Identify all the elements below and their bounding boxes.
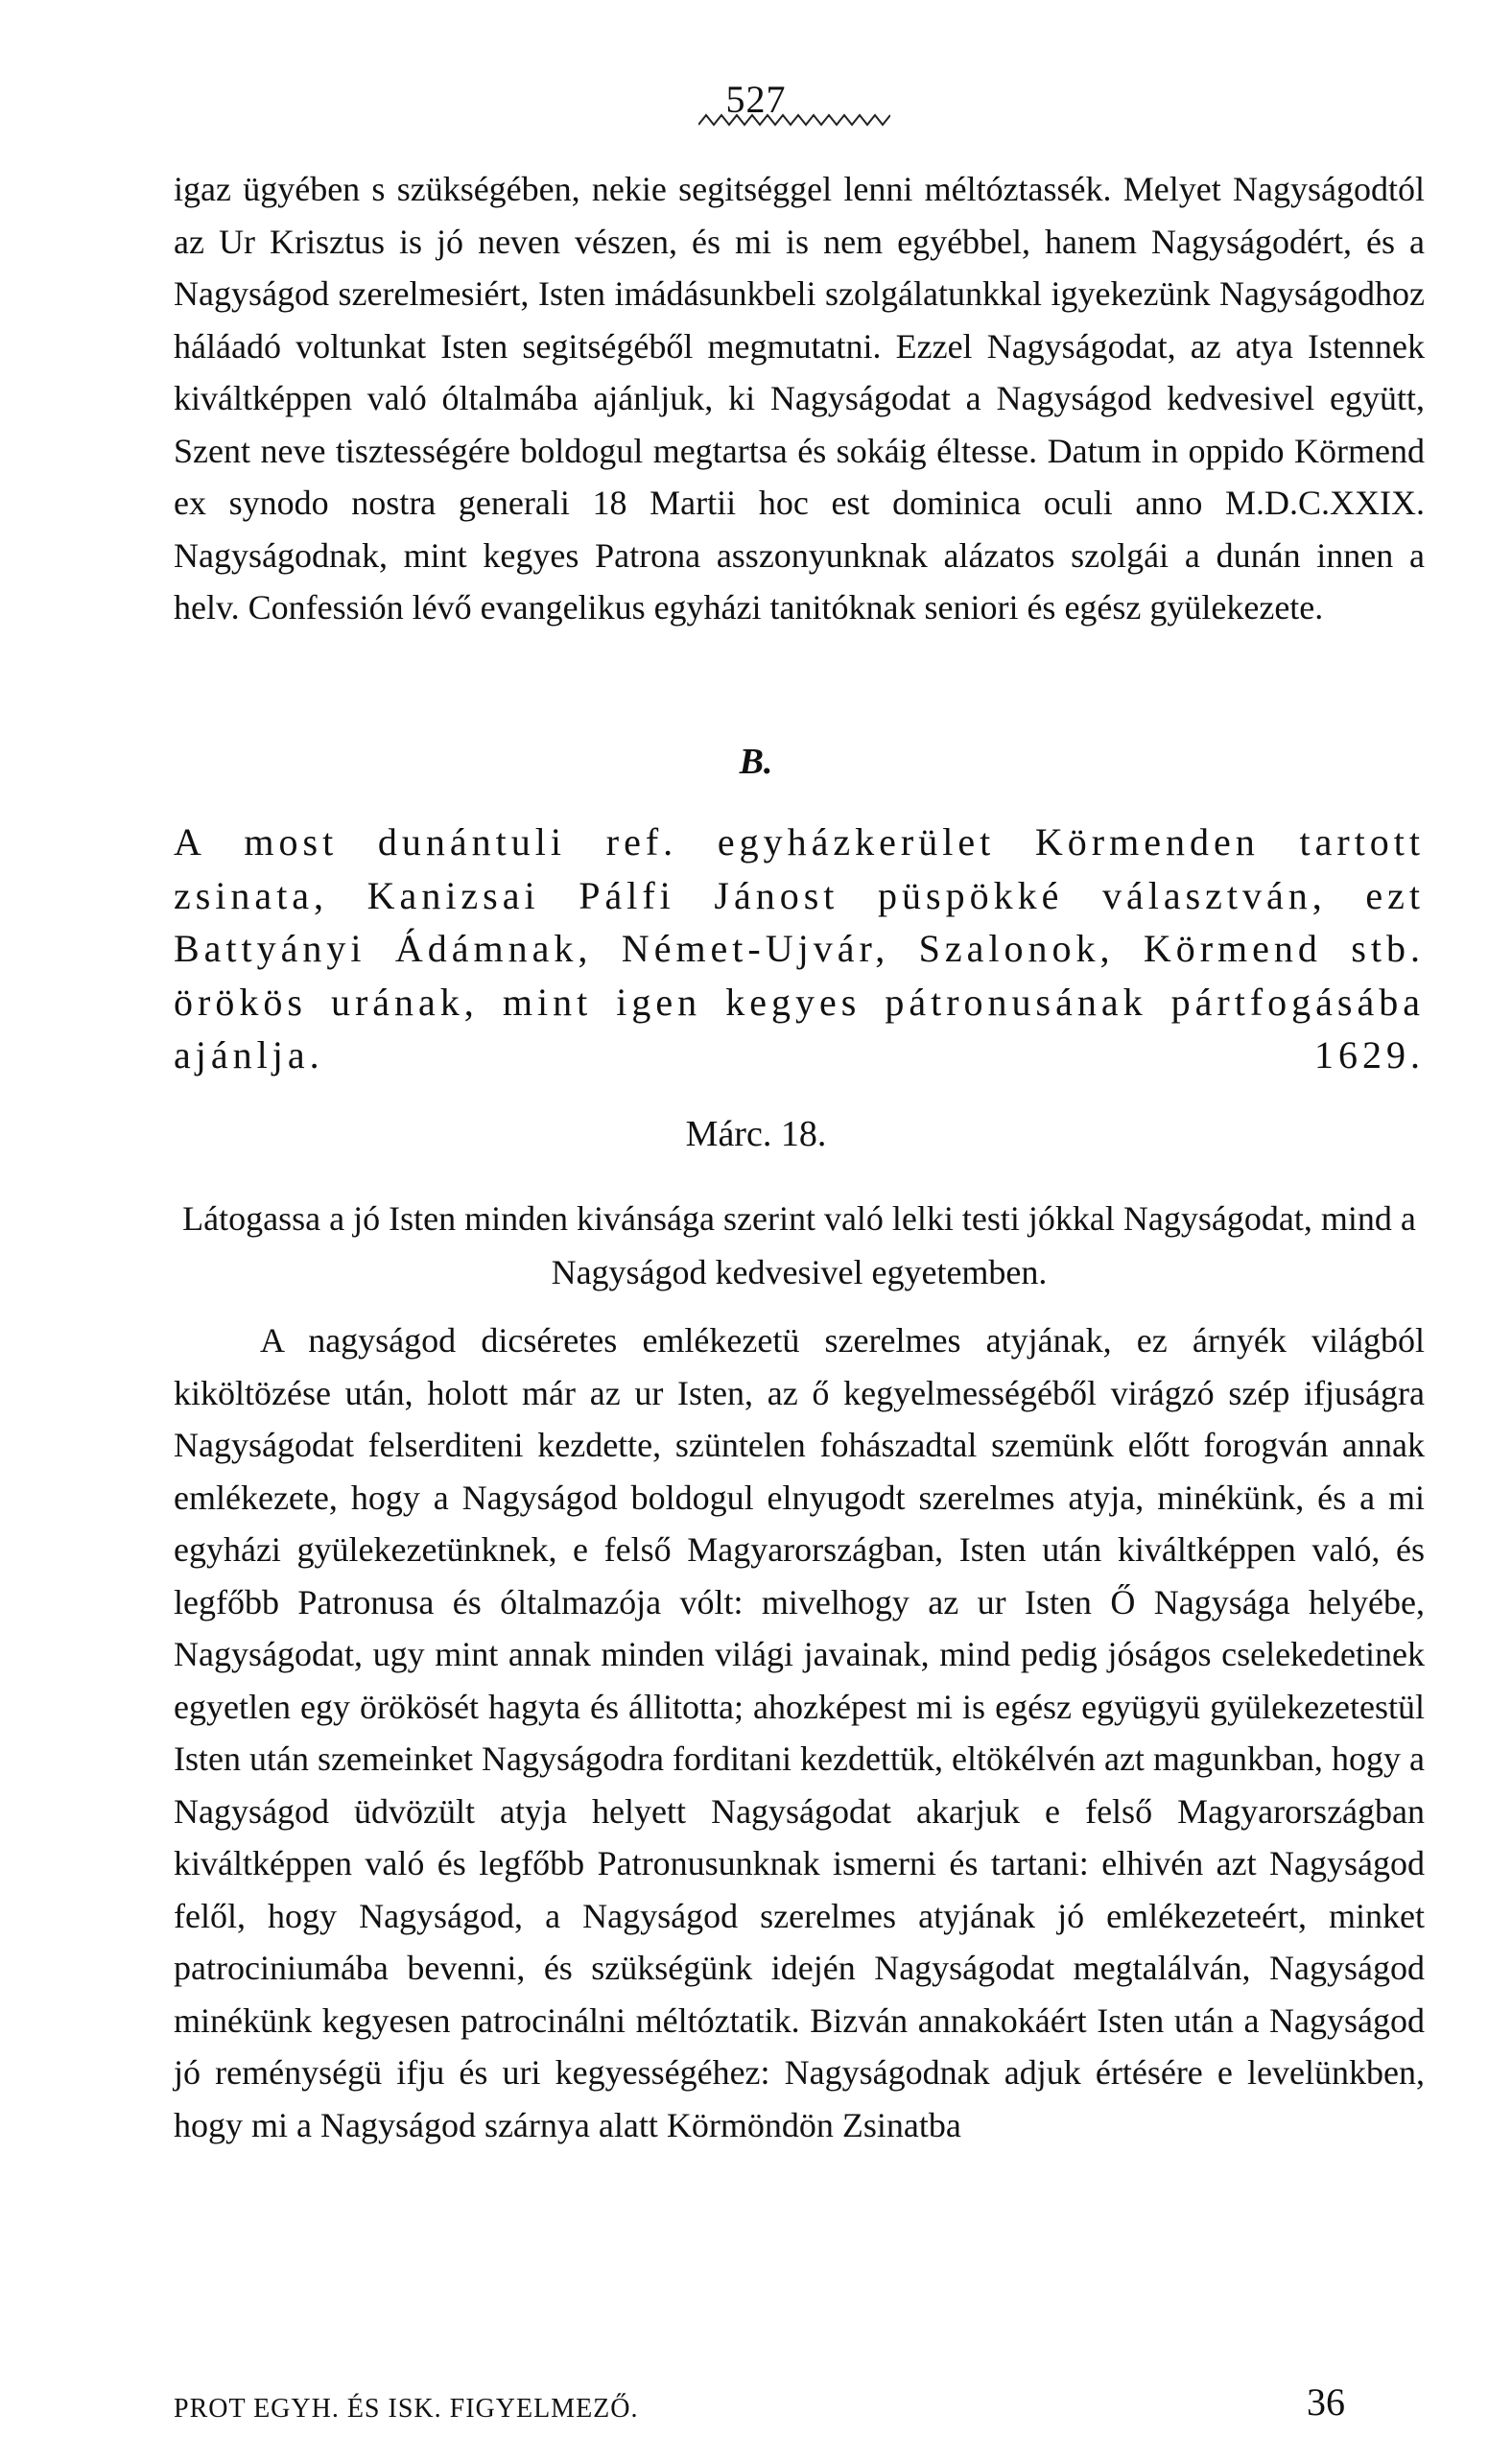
journal-footer: PROT EGYH. ÉS ISK. FIGYELMEZŐ.: [174, 2394, 639, 2424]
signature-number: 36: [1307, 2380, 1345, 2424]
blessing-text: Látogassa a jó Isten minden kivánsága szerint való lelki testi jókkal Nagyságodat, mind a Nagyságod kedvesivel egyetemben.: [182, 1199, 1416, 1291]
section-heading: A most dunántuli ref. egyházkerület Körmenden tartott zsinata, Kanizsai Pálfi Jánost püspökké választván, ezt Battyányi Ádámnak, Német-Ujvár, Szalonok, Körmend stb. örökös urának, mint igen kegyes pátronusának pártfogásába ajánlja. 1629.: [174, 820, 1425, 1077]
section-letter: B.: [739, 742, 773, 782]
top-paragraph: igaz ügyében s szükségében, nekie segitséggel lenni méltóztassék. Melyet Nagyságodtól az Ur Krisztus is jó neven vészen, és mi is nem egyébbel, hanem Nagyságodért, és a Nagyságod szerelmesiért, Isten imádásunkbeli szolgálatunkkal igyekezünk Nagyságodhoz háláadó voltunkat Isten segitségéből megmutatni. Ezzel Nagyságodat, az atya Istennek kiváltképpen való óltalmába ajánljuk, ki Nagyságodat a Nagyságod kedvesivel együtt, Szent neve tisztességére boldogul megtartsa és sokáig éltesse. Datum in oppido Körmend ex synodo nostra generali 18 Martii hoc est dominica oculi anno M.D.C.XXIX. Nagyságodnak, mint kegyes Patrona asszonyunknak alázatos szolgái a dunán innen a helv. Confessión lévő evangelikus egyházi tanitóknak seniori és egész gyülekezete.: [174, 170, 1425, 627]
main-paragraph-block: [174, 1314, 1425, 2151]
main-paragraph: A nagyságod dicséretes emlékezetü szerelmes atyjának, ez árnyék világból kiköltözése után, holott már az ur Isten, az ő kegyelmességéből virágzó szép ifjuságra Nagyságodat felserditeni kezdette, szüntelen fohászadtal szemünk előtt forogván annak emlékezete, hogy a Nagyságod boldogul elnyugodt szerelmes atyja, minékünk, és a mi egyházi gyülekezetünknek, e felső Magyarországban, Isten után kiváltképpen való, és legfőbb Patronusa és óltalmazója vólt: mivelhogy az ur Isten Ő Nagysága helyébe, Nagyságodat, ugy mint annak minden világi javainak, mind pedig jóságos cselekedetinek egyetlen egy örökösét hagyta és állitotta; ahozképest mi is egész együgyü gyülekezetestül Isten után szemeinket Nagyságodra forditani kezdettük, eltökélvén azt magunkban, hogy a Nagyságod üdvözült atyja helyett Nagyságodat akarjuk e felső Magyarországban kiváltképpen való és legfőbb Patronusunknak ismerni és tartani: elhivén azt Nagyságod felől, hogy Nagyságod, a Nagyságod szerelmes atyjának jó emlékezeteért, minket patrociniumába bevenni, és szükségünk idején Nagyságodat megtalálván, Nagyságod minékünk kegyesen patrocinálni méltóztatik. Bizván annakokáért Isten után a Nagyságod jó reménységü ifju és uri kegyességéhez: Nagyságodnak adjuk értésére e levelünkben, hogy mi a Nagyságod szárnya alatt Körmöndön Zsinatba: [174, 1321, 1425, 2144]
top-paragraph-block: [174, 163, 1425, 634]
page-number-ornament: [698, 113, 890, 127]
section-date: Márc. 18.: [685, 1114, 827, 1154]
page-number: 527: [725, 78, 787, 121]
